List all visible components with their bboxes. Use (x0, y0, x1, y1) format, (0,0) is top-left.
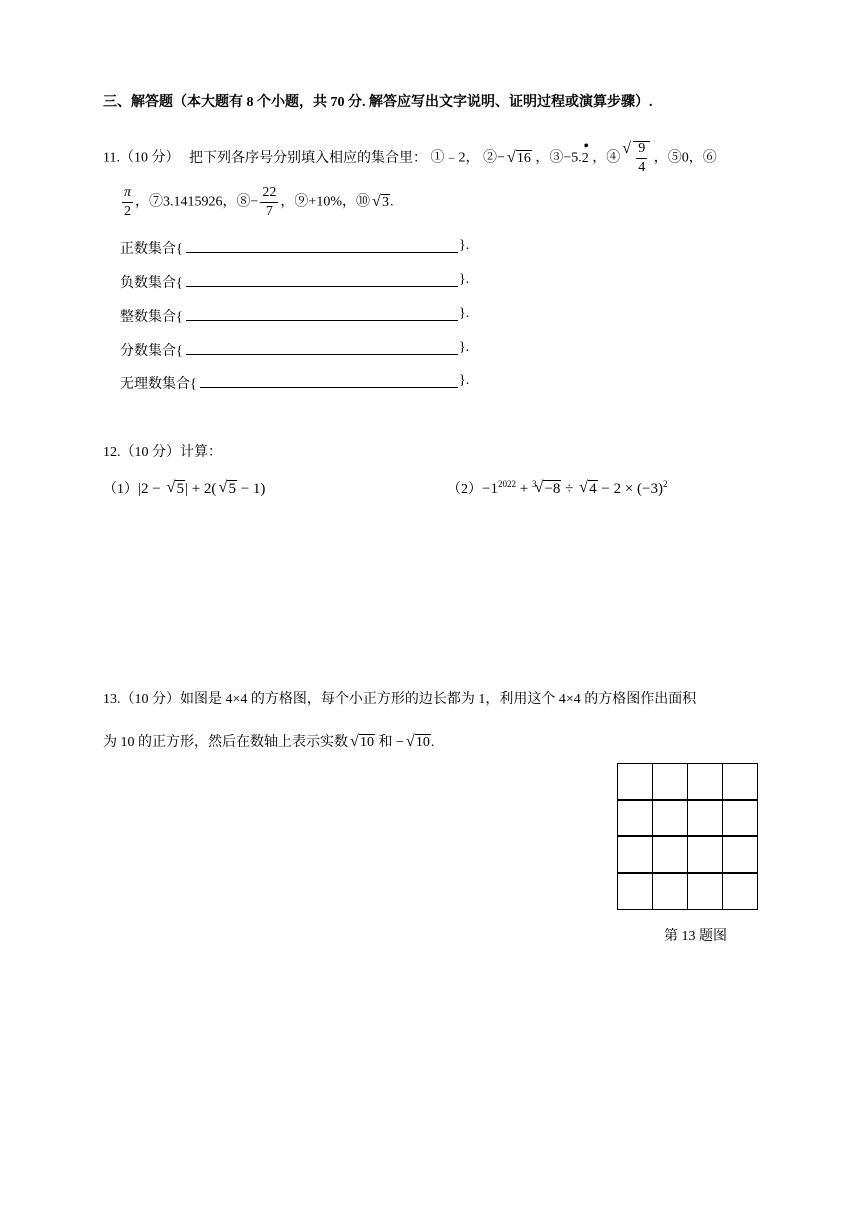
q11-line2: $\frac{\pi}{2}$ ，⑦3.1415926，⑧− $\frac{22}{7}$ ，⑨+10%，⑩√ 3. (120, 186, 393, 219)
set-fraction-blank[interactable] (186, 354, 458, 355)
q11-line2-rest1: ，⑦3.1415926，⑧− (135, 194, 259, 210)
q11-item-1: ①﹣2， (430, 150, 480, 166)
set-irrational: 无理数集合{ (120, 377, 197, 392)
set-positive-close: }. (459, 238, 470, 253)
q12-number: 12.（10 分）计算： (103, 445, 222, 460)
q13-line1: 13.（10 分）如图是 4×4 的方格图，每个小正方形的边长都为 1，利用这个 4×4 的方格图作出面积 (103, 692, 697, 707)
sqrt-10: √ 10 (406, 734, 431, 751)
section-heading: 三、解答题（本大题有 8 个小题，共 70 分. 解答应写出文字说明、证明过程或演算步骤）. (103, 95, 653, 110)
grid-svg (617, 763, 758, 911)
set-positive-blank[interactable] (186, 252, 458, 253)
q11-item-2-prefix: ②− (482, 150, 505, 166)
set-negative: 负数集合{ (120, 276, 183, 291)
set-negative-blank[interactable] (186, 286, 458, 287)
q11-intro: 把下列各序号分别填入相应的集合里： (188, 150, 427, 166)
frac-22-7: $\frac{22}{7}$ (262, 185, 277, 219)
sqrt-3: √ 3 (372, 194, 390, 211)
sqrt-16: √ 16 (507, 150, 532, 167)
set-integer-blank[interactable] (186, 320, 458, 321)
q11-line1 (103, 138, 717, 175)
set-positive: 正数集合{ (120, 242, 183, 257)
set-irrational-blank[interactable] (200, 387, 458, 388)
q11-line2-rest2: ，⑨+10%，⑩ (280, 194, 370, 210)
set-integer-close: }. (459, 306, 470, 321)
sqrt-4: √ 4 (579, 480, 598, 498)
pi-over-2: $\frac{\pi}{2}$ (124, 185, 132, 219)
q12-part1: （1）|2 − √ 5| + 2(√ 5 − 1) (103, 478, 265, 498)
figure-caption: 第 13 题图 (664, 929, 727, 944)
sqrt-9-4: √ $\frac{9}{4}$ (622, 141, 650, 175)
q11-item-4-prefix: ，④ (592, 150, 621, 166)
q11-item-5: ，⑤0，⑥ (653, 150, 717, 166)
q13-line2: 为 10 的正方形，然后在数轴上表示实数√ 10 和 −√ 10. (103, 731, 434, 751)
repeat-dot-icon: • (583, 138, 589, 154)
cube-root-neg8: √ −8 (534, 480, 561, 498)
sqrt-10: √ 10 (350, 734, 375, 751)
set-fraction-close: }. (459, 340, 470, 355)
set-integer: 整数集合{ (120, 310, 183, 325)
set-fraction: 分数集合{ (120, 344, 183, 359)
q12-part2: $(2)-1^{2022} + ^3√ -8$ ÷ √ $4 - 2 \times (-3)^2$ (447, 478, 668, 498)
sqrt-5: √ 5 (166, 480, 185, 498)
sqrt-5: √ 5 (218, 480, 237, 498)
q11-number: 11.（10 分） (103, 150, 180, 166)
grid-4x4-figure (617, 763, 757, 910)
repeating-digit: • 2 (581, 138, 589, 166)
q11-item-3: ，③−5. (535, 150, 582, 166)
set-irrational-close: }. (459, 373, 470, 388)
set-negative-close: }. (459, 272, 470, 287)
